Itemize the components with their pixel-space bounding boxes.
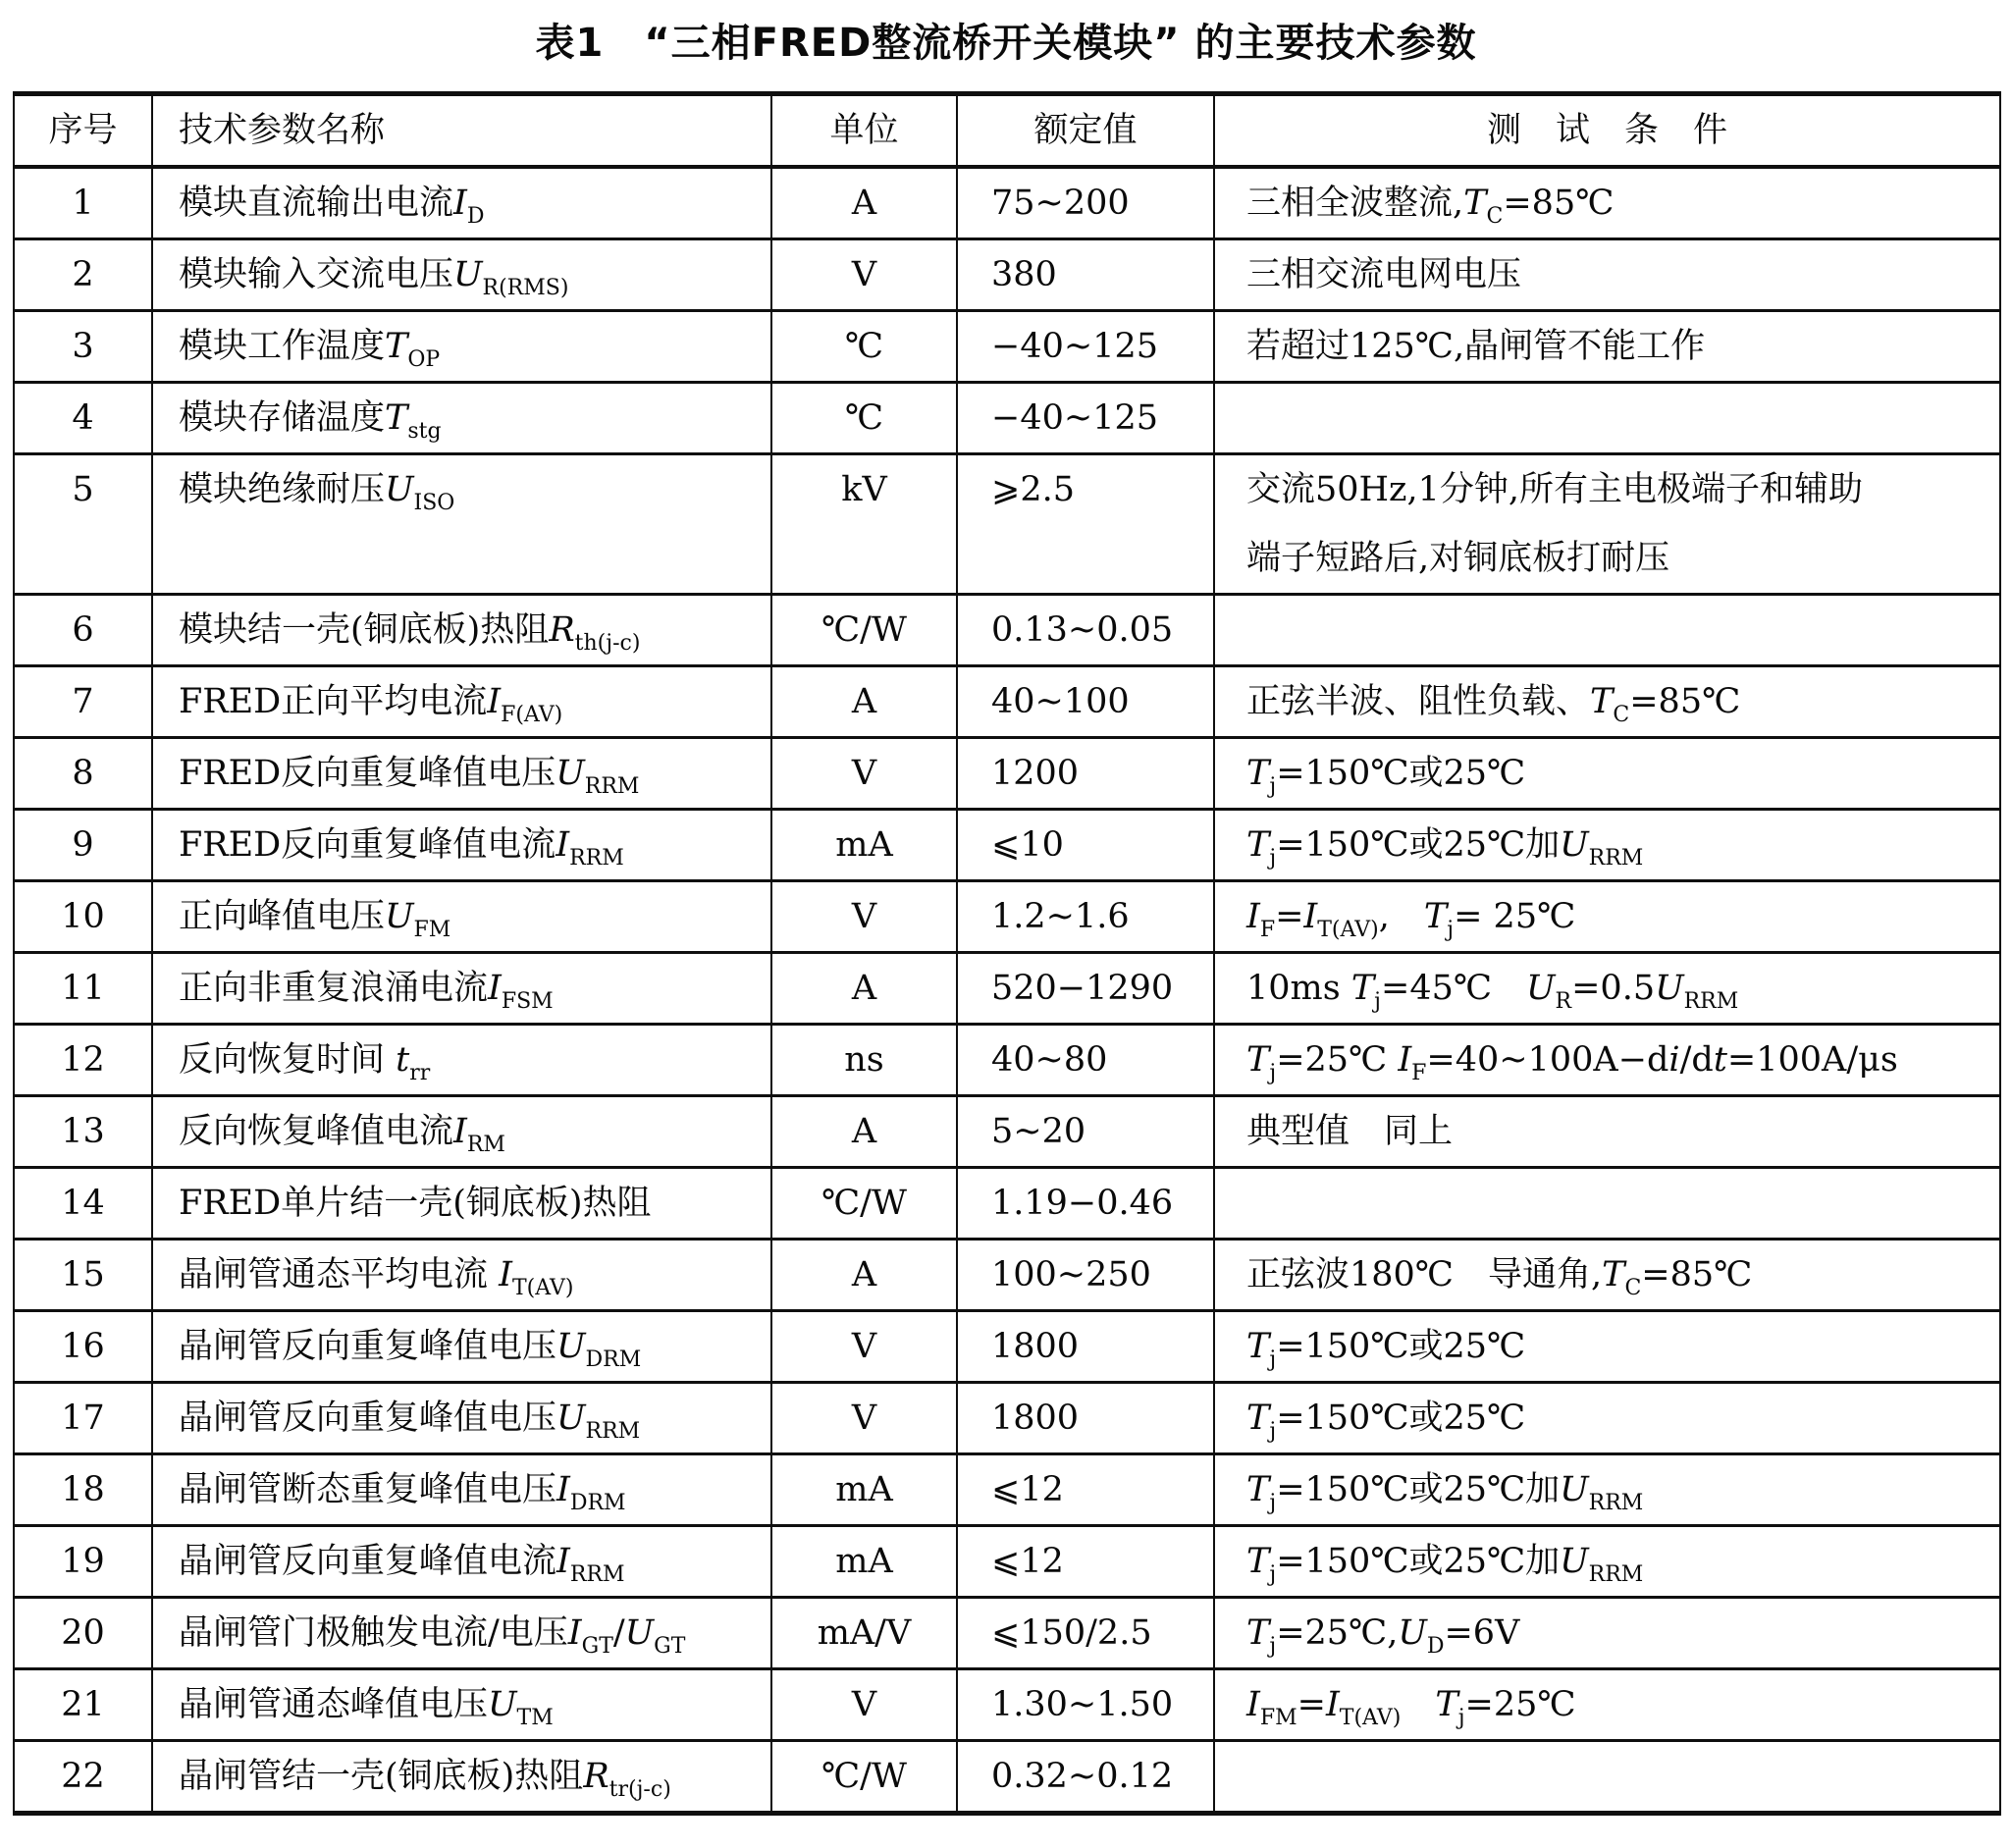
rated-value-cell: 0.32~0.12 xyxy=(957,1741,1214,1814)
test-condition-cell: $T_j=150℃$或25℃ xyxy=(1214,738,2000,810)
unit-cell: V xyxy=(771,881,957,953)
unit-cell: mA xyxy=(771,810,957,881)
table-header xyxy=(14,94,2000,168)
test-condition-cell: $I_F=I_{T(AV)}$, $T_j=$ 25℃ xyxy=(1214,881,2000,953)
table-row xyxy=(14,1526,2000,1598)
row-no-cell: 10 xyxy=(14,881,152,953)
row-no-cell: 12 xyxy=(14,1025,152,1096)
test-condition-cell: $I_{FM}=I_{T(AV)}$ $T_j=25℃$ xyxy=(1214,1669,2000,1741)
param-name-cell: FRED正向平均电流$I_{F(AV)}$ xyxy=(152,666,771,738)
param-name-cell: FRED反向重复峰值电流$I_{RRM}$ xyxy=(152,810,771,881)
param-name-cell: 正向峰值电压$U_{FM}$ xyxy=(152,881,771,953)
test-condition-cell: 若超过125℃,晶闸管不能工作 xyxy=(1214,311,2000,383)
rated-value-cell: 1.30~1.50 xyxy=(957,1669,1214,1741)
test-condition-cell: $T_j=25℃$ $I_F=40\sim 100A-di/dt=100A/\mu s$ xyxy=(1214,1025,2000,1096)
rated-value-cell: ⩽12 xyxy=(957,1526,1214,1598)
row-no-cell: 7 xyxy=(14,666,152,738)
row-no-cell: 16 xyxy=(14,1311,152,1383)
param-name-cell: 晶闸管反向重复峰值电流$I_{RRM}$ xyxy=(152,1526,771,1598)
param-name-cell: 晶闸管通态平均电流 $I_{T(AV)}$ xyxy=(152,1240,771,1311)
table-row xyxy=(14,311,2000,383)
table-row xyxy=(14,1096,2000,1168)
param-name-cell: FRED反向重复峰值电压$U_{RRM}$ xyxy=(152,738,771,810)
table-row xyxy=(14,666,2000,738)
rated-value-cell: ⩽150/2.5 xyxy=(957,1598,1214,1669)
row-no-cell: 21 xyxy=(14,1669,152,1741)
test-condition-cell: $T_j=150℃$或25℃ xyxy=(1214,1383,2000,1454)
unit-cell: V xyxy=(771,738,957,810)
unit-cell: A xyxy=(771,1240,957,1311)
param-name-cell: 晶闸管反向重复峰值电压$U_{DRM}$ xyxy=(152,1311,771,1383)
row-no-cell: 15 xyxy=(14,1240,152,1311)
unit-cell: ℃ xyxy=(771,311,957,383)
test-condition-cell: $T_j=150℃$或25℃加$U_{RRM}$ xyxy=(1214,1454,2000,1526)
unit-cell: V xyxy=(771,1311,957,1383)
rated-value-cell: −40~125 xyxy=(957,311,1214,383)
unit-cell: mA xyxy=(771,1454,957,1526)
table-row xyxy=(14,454,2000,595)
unit-cell: ℃/W xyxy=(771,1741,957,1814)
unit-cell: kV xyxy=(771,454,957,595)
rated-value-cell: 100~250 xyxy=(957,1240,1214,1311)
unit-cell: A xyxy=(771,953,957,1025)
table-row xyxy=(14,1741,2000,1814)
test-condition-cell: 正弦波180℃ 导通角$,T_C=85℃$ xyxy=(1214,1240,2000,1311)
rated-value-cell: ⩽12 xyxy=(957,1454,1214,1526)
rated-value-cell: 75~200 xyxy=(957,167,1214,239)
param-name-cell: 模块绝缘耐压$U_{ISO}$ xyxy=(152,454,771,595)
test-condition-cell: $T_j=150℃$或25℃ xyxy=(1214,1311,2000,1383)
unit-cell: V xyxy=(771,1669,957,1741)
unit-cell: A xyxy=(771,666,957,738)
table-title: 表1 “三相FRED整流桥开关模块” 的主要技术参数 xyxy=(535,21,1477,66)
table-row xyxy=(14,167,2000,239)
rated-value-cell: 520−1290 xyxy=(957,953,1214,1025)
table-row xyxy=(14,239,2000,311)
table-row xyxy=(14,383,2000,454)
test-condition-cell: 典型值 同上 xyxy=(1214,1096,2000,1168)
table-row xyxy=(14,738,2000,810)
param-name-cell: FRED单片结一壳(铜底板)热阻 xyxy=(152,1168,771,1240)
header-cond: 测 试 条 件 xyxy=(1214,94,2000,168)
param-name-cell: 模块输入交流电压$U_{R(RMS)}$ xyxy=(152,239,771,311)
param-name-cell: 模块工作温度$T_{OP}$ xyxy=(152,311,771,383)
row-no-cell: 6 xyxy=(14,595,152,666)
param-name-cell: 模块存储温度$T_{stg}$ xyxy=(152,383,771,454)
table-row xyxy=(14,810,2000,881)
header-row xyxy=(14,94,2000,168)
rated-value-cell: 380 xyxy=(957,239,1214,311)
table-row xyxy=(14,1669,2000,1741)
row-no-cell: 19 xyxy=(14,1526,152,1598)
rated-value-cell: 0.13~0.05 xyxy=(957,595,1214,666)
test-condition-cell: $T_j=150℃$或25℃加$U_{RRM}$ xyxy=(1214,1526,2000,1598)
table-row xyxy=(14,1240,2000,1311)
row-no-cell: 4 xyxy=(14,383,152,454)
parameters-table-wrapper xyxy=(13,91,1999,1816)
unit-cell: ℃/W xyxy=(771,595,957,666)
test-condition-cell xyxy=(1214,1168,2000,1240)
test-condition-cell xyxy=(1214,383,2000,454)
row-no-cell: 1 xyxy=(14,167,152,239)
rated-value-cell: 1200 xyxy=(957,738,1214,810)
rated-value-cell: 1.19−0.46 xyxy=(957,1168,1214,1240)
rated-value-cell: 5~20 xyxy=(957,1096,1214,1168)
test-condition-cell: 三相交流电网电压 xyxy=(1214,239,2000,311)
table-row xyxy=(14,953,2000,1025)
row-no-cell: 3 xyxy=(14,311,152,383)
test-condition-cell: 三相全波整流$,T_C=85℃$ xyxy=(1214,167,2000,239)
test-condition-cell: $T_j=25℃,U_D=6V$ xyxy=(1214,1598,2000,1669)
row-no-cell: 18 xyxy=(14,1454,152,1526)
row-no-cell: 17 xyxy=(14,1383,152,1454)
table-row xyxy=(14,1025,2000,1096)
header-no: 序号 xyxy=(14,94,152,168)
unit-cell: mA/V xyxy=(771,1598,957,1669)
rated-value-cell: ⩽10 xyxy=(957,810,1214,881)
row-no-cell: 22 xyxy=(14,1741,152,1814)
param-name-cell: 模块直流输出电流$I_D$ xyxy=(152,167,771,239)
row-no-cell: 11 xyxy=(14,953,152,1025)
rated-value-cell: ⩾2.5 xyxy=(957,454,1214,595)
unit-cell: V xyxy=(771,1383,957,1454)
table-body xyxy=(14,167,2000,1814)
param-name-cell: 反向恢复峰值电流$I_{RM}$ xyxy=(152,1096,771,1168)
table-row xyxy=(14,1168,2000,1240)
param-name-cell: 晶闸管结一壳(铜底板)热阻$R_{tr(j-c)}$ xyxy=(152,1741,771,1814)
row-no-cell: 5 xyxy=(14,454,152,595)
param-name-cell: 正向非重复浪涌电流$I_{FSM}$ xyxy=(152,953,771,1025)
unit-cell: mA xyxy=(771,1526,957,1598)
table-row xyxy=(14,1598,2000,1669)
table-row xyxy=(14,595,2000,666)
row-no-cell: 13 xyxy=(14,1096,152,1168)
rated-value-cell: 1.2~1.6 xyxy=(957,881,1214,953)
param-name-cell: 模块结一壳(铜底板)热阻$R_{th(j-c)}$ xyxy=(152,595,771,666)
test-condition-cell: 正弦半波、阻性负载、$T_C=85℃$ xyxy=(1214,666,2000,738)
test-condition-cell: 10ms $T_j=45℃$ $U_R=0.5U_{RRM}$ xyxy=(1214,953,2000,1025)
test-condition-cell: 交流50Hz,1分钟,所有主电极端子和辅助 端子短路后,对铜底板打耐压 xyxy=(1214,454,2000,595)
header-value: 额定值 xyxy=(957,94,1214,168)
param-name-cell: 晶闸管通态峰值电压$U_{TM}$ xyxy=(152,1669,771,1741)
rated-value-cell: 1800 xyxy=(957,1311,1214,1383)
rated-value-cell: 40~80 xyxy=(957,1025,1214,1096)
row-no-cell: 20 xyxy=(14,1598,152,1669)
table-row xyxy=(14,1311,2000,1383)
param-name-cell: 晶闸管断态重复峰值电压$I_{DRM}$ xyxy=(152,1454,771,1526)
table-row xyxy=(14,1383,2000,1454)
parameters-table xyxy=(13,91,2001,1816)
table-row xyxy=(14,1454,2000,1526)
rated-value-cell: −40~125 xyxy=(957,383,1214,454)
table-row xyxy=(14,881,2000,953)
unit-cell: A xyxy=(771,167,957,239)
test-condition-cell xyxy=(1214,1741,2000,1814)
header-name: 技术参数名称 xyxy=(152,94,771,168)
param-name-cell: 晶闸管门极触发电流/电压$I_{GT}/U_{GT}$ xyxy=(152,1598,771,1669)
rated-value-cell: 40~100 xyxy=(957,666,1214,738)
unit-cell: A xyxy=(771,1096,957,1168)
unit-cell: ns xyxy=(771,1025,957,1096)
test-condition-cell xyxy=(1214,595,2000,666)
row-no-cell: 14 xyxy=(14,1168,152,1240)
param-name-cell: 反向恢复时间 $t_{rr}$ xyxy=(152,1025,771,1096)
test-condition-cell: $T_j=150℃$或25℃加$U_{RRM}$ xyxy=(1214,810,2000,881)
row-no-cell: 9 xyxy=(14,810,152,881)
header-unit: 单位 xyxy=(771,94,957,168)
unit-cell: V xyxy=(771,239,957,311)
row-no-cell: 8 xyxy=(14,738,152,810)
rated-value-cell: 1800 xyxy=(957,1383,1214,1454)
unit-cell: ℃/W xyxy=(771,1168,957,1240)
unit-cell: ℃ xyxy=(771,383,957,454)
param-name-cell: 晶闸管反向重复峰值电压$U_{RRM}$ xyxy=(152,1383,771,1454)
row-no-cell: 2 xyxy=(14,239,152,311)
